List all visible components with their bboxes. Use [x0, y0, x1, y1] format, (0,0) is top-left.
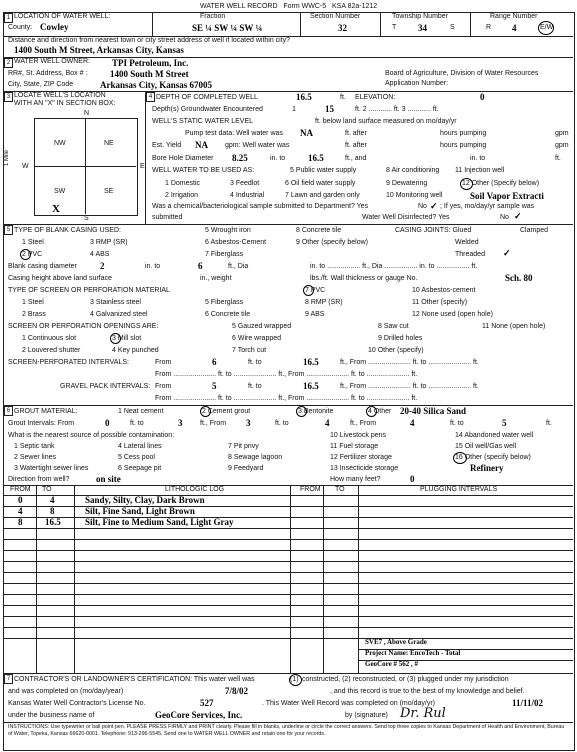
open-2[interactable]: 2 Louvered shutter [22, 347, 81, 354]
screen-1[interactable]: 1 Steel [22, 299, 44, 306]
screen-7[interactable]: 7 PVC [305, 287, 326, 294]
open-4[interactable]: 4 Key punched [112, 347, 159, 354]
use-4[interactable]: 4 Industrial [230, 192, 265, 199]
township-s: S [450, 24, 455, 31]
record-date-value[interactable]: 11/11/02 [512, 698, 544, 708]
pump-gpm: gpm [555, 130, 569, 137]
log-row-1-to[interactable]: 4 [50, 495, 55, 505]
gw2-num: 2 [362, 106, 367, 113]
groundwater-label: Depth(s) Groundwater Encountered [152, 106, 263, 113]
record-date-label: . This Water Well Record was completed on (mo/day/yr) [262, 700, 435, 707]
business-label: under the business name of [8, 712, 95, 719]
locate-heading-2: WITH AN "X" IN SECTION BOX: [14, 100, 116, 107]
contam-11[interactable]: 11 Fuel storage [330, 443, 379, 450]
south-label: S [84, 215, 89, 222]
bore-and: ft., and [345, 155, 367, 162]
township-label: Township Number [392, 13, 449, 20]
joints-clamped[interactable]: Clamped [520, 227, 549, 234]
contam-1[interactable]: 1 Septic tank [14, 443, 55, 450]
casing-6[interactable]: 6 Asbestos-Cement [205, 239, 267, 246]
township-t: T [392, 24, 397, 31]
ew-circle [538, 21, 554, 35]
use-6[interactable]: 6 Oil field water supply [285, 180, 356, 187]
height-label: Casing height above land surface [8, 275, 112, 282]
elevation-label: ELEVATION: [355, 94, 396, 101]
note-sve7[interactable]: SVE7 , Above Grade [365, 638, 427, 646]
direction-label: Direction from well? [8, 476, 70, 483]
pump-value[interactable]: NA [300, 128, 313, 138]
signature-value[interactable]: Dr. Rul [400, 706, 446, 721]
locate-heading: LOCATE WELL'S LOCATION [14, 92, 106, 99]
chem-no-check: ✓ [430, 201, 438, 211]
grid-se: SE [104, 188, 114, 195]
bore-to-value[interactable]: 16.5 [308, 153, 324, 163]
yield-value[interactable]: NA [195, 140, 208, 150]
open-3-circle [110, 333, 121, 344]
gi2-to[interactable]: 4 [325, 418, 330, 428]
grid-nw: NW [54, 140, 66, 147]
section-5-number: 5 [4, 225, 13, 235]
screen-5[interactable]: 5 Fiberglass [205, 299, 244, 306]
section-label: Section Number [310, 13, 361, 20]
contam-13[interactable]: 13 Insecticide storage [330, 465, 399, 472]
use-12[interactable]: 12 Other (Specify below) [462, 180, 540, 187]
depth-ft: ft. [340, 94, 346, 101]
business-value[interactable]: GeoCore Services, Inc. [155, 710, 243, 720]
grout-1[interactable]: 1 Neat cement [118, 408, 164, 415]
screen-2[interactable]: 2 Brass [22, 311, 46, 318]
gw3-num: 3 [401, 106, 406, 113]
bore-value[interactable]: 8.25 [232, 153, 248, 163]
contam-15[interactable]: 15 Oil well/Gas well [455, 443, 517, 450]
gw1-value[interactable]: 15 [325, 104, 334, 114]
log-row-1-from[interactable]: 0 [18, 495, 23, 505]
contam-3[interactable]: 3 Watertight sewer lines [14, 465, 89, 472]
fraction-label: Fraction [200, 13, 226, 20]
open-3[interactable]: 3 Mill slot [112, 335, 142, 342]
cert-line-1: CONTRACTOR'S OR LANDOWNER'S CERTIFICATION: This water well was [14, 676, 255, 683]
contamination-label: What is the nearest source of possible contamination: [8, 432, 175, 439]
range-r: R [486, 24, 492, 31]
height-lbs: lbs./ft. Wall thickness or gauge No. [310, 275, 418, 282]
use-label: WELL WATER TO BE USED AS: [152, 167, 255, 174]
cert-option-1[interactable]: (1) [290, 676, 299, 683]
township-value[interactable]: 34 [418, 23, 427, 33]
log-row-2-desc[interactable]: Silt, Fine Sand, Light Brown [85, 506, 195, 516]
casing-1[interactable]: 1 Steel [22, 239, 44, 246]
county-label: County: [8, 24, 33, 31]
elevation-value[interactable]: 0 [480, 92, 485, 102]
section-2-number: 2 [4, 58, 13, 68]
range-value[interactable]: 4 [512, 23, 517, 33]
section-3-number: 3 [4, 92, 13, 102]
use-2[interactable]: 2 Irrigation [165, 192, 199, 199]
sp-from-value[interactable]: 6 [212, 357, 217, 367]
use-3[interactable]: 3 Feedlot [230, 180, 260, 187]
screen-4[interactable]: 4 Galvanized steel [90, 311, 148, 318]
distance-value[interactable]: 1400 South M Street, Arkansas City, Kansas [14, 45, 184, 55]
open-7[interactable]: 7 Torch cut [232, 347, 267, 354]
submitted-label: submitted [152, 214, 183, 221]
open-5[interactable]: 5 Gauzed wrapped [232, 323, 292, 330]
static-rest: ft. below land surface measured on mo/day/yr [315, 118, 457, 125]
gi3-from[interactable]: 4 [410, 418, 415, 428]
static-label: WELL'S STATIC WATER LEVEL [152, 118, 254, 125]
screen-6[interactable]: 6 Concrete tile [205, 311, 251, 318]
address-value[interactable]: 1400 South M Street [110, 69, 189, 79]
casing-2[interactable]: 2 PVC [22, 251, 43, 258]
owner-value[interactable]: TPI Petroleum, Inc. [112, 58, 189, 68]
use-8[interactable]: 8 Air conditioning [386, 167, 440, 174]
grout-intervals-label: Grout Intervals: From [8, 420, 75, 427]
how-many-value[interactable]: 0 [410, 474, 415, 484]
range-label: Range Number [490, 13, 538, 20]
rr-label: RR#, St. Address, Box # : [8, 70, 88, 77]
joints-threaded[interactable]: Threaded [455, 251, 485, 258]
screen-12[interactable]: 12 None used (open hole) [412, 311, 493, 318]
contam-other-value[interactable]: Refinery [470, 463, 504, 473]
chem-no[interactable]: No [418, 203, 427, 210]
pump-after: ft. after [345, 130, 367, 137]
contam-6[interactable]: 6 Seepage pit [118, 465, 162, 472]
casing-9[interactable]: 9 Other (specify below) [296, 239, 368, 246]
casing-2-circle [20, 249, 31, 260]
grout-4[interactable]: 4 Other [368, 408, 392, 415]
yield-label: Est. Yield [152, 142, 182, 149]
contam-14[interactable]: 14 Abandoned water well [455, 432, 534, 439]
west-label: W [22, 163, 29, 170]
diameter-value[interactable]: 2 [100, 261, 105, 271]
casing-3[interactable]: 3 RMP (SR) [90, 239, 128, 246]
owner-heading: WATER WELL OWNER: [14, 58, 90, 65]
gw1-num: 1 [292, 106, 296, 113]
disinfected-label: Water Well Disinfected? Yes [362, 214, 450, 221]
gp-to-value[interactable]: 16.5 [303, 381, 319, 391]
screen-9[interactable]: 9 ABS [305, 311, 325, 318]
use-9[interactable]: 9 Dewatering [386, 180, 428, 187]
screen-10[interactable]: 10 Asbestos-cement [412, 287, 476, 294]
log-row-3-from[interactable]: 8 [18, 517, 23, 527]
gravel-label: GRAVEL PACK INTERVALS: [60, 383, 151, 390]
use-10[interactable]: 10 Monitoring well [386, 192, 443, 199]
city-value[interactable]: Arkansas City, Kansas 67005 [100, 80, 213, 90]
section-1-number: 1 [4, 13, 13, 23]
openings-label: SCREEN OR PERFORATION OPENINGS ARE: [8, 323, 159, 330]
county-value[interactable]: Cowley [40, 22, 69, 32]
diameter-in-to: in. to [145, 263, 161, 270]
disinfected-no[interactable]: No [500, 214, 509, 221]
cert-line-2: and was completed on (mo/day/year) [8, 688, 124, 695]
location-heading: LOCATION OF WATER WELL: [14, 13, 111, 20]
license-label: Kansas Water Well Contractor's License No. [8, 700, 146, 707]
casing-5[interactable]: 5 Wrought iron [205, 227, 251, 234]
casing-8[interactable]: 8 Concrete tile [296, 227, 342, 234]
open-10[interactable]: 10 Other (specify) [368, 347, 424, 354]
grout-3-circle [296, 406, 307, 417]
grout-label: GROUT MATERIAL: [14, 408, 78, 415]
north-label: N [84, 110, 90, 117]
log-row-3-desc[interactable]: Silt, Fine to Medium Sand, Light Gray [85, 517, 234, 527]
contam-2[interactable]: 2 Sewer lines [14, 454, 57, 461]
plug-to-header: TO [335, 486, 345, 493]
mile-label: 1 Mile [4, 150, 10, 167]
diameter-to-value[interactable]: 6 [198, 261, 203, 271]
form-title: WATER WELL RECORD Form WWC-5 KSA 82a-1212 [200, 3, 378, 10]
contam-16-circle [453, 452, 467, 464]
log-row-3-to[interactable]: 16.5 [45, 517, 61, 527]
app-no-label: Application Number: [385, 80, 449, 87]
gp-from-value[interactable]: 5 [212, 381, 217, 391]
grid-sw: SW [54, 188, 66, 195]
log-row-2-to[interactable]: 8 [50, 506, 55, 516]
joints-label: CASING JOINTS: Glued [395, 227, 472, 234]
other-use-value[interactable]: Soil Vapor Extracti [470, 191, 544, 201]
log-row-2-from[interactable]: 4 [18, 506, 23, 516]
log-from-header: FROM [10, 486, 31, 493]
yield-gpm: gpm: Well water was [225, 142, 290, 149]
depth-value[interactable]: 16.5 [296, 92, 312, 102]
use-12-circle [460, 178, 473, 190]
gi3-to[interactable]: 5 [502, 418, 507, 428]
screen-intervals-label: SCREEN-PERFORATED INTERVALS: [8, 359, 129, 366]
diameter-label: Blank casing diameter [8, 263, 77, 270]
grout-2-circle [200, 406, 211, 417]
screen-11[interactable]: 11 Other (specify) [412, 299, 468, 306]
bore-label: Bore Hole Diameter [152, 155, 214, 162]
gi2-from[interactable]: 3 [246, 418, 251, 428]
log-to-header: TO [42, 486, 52, 493]
gauge-value[interactable]: Sch. 80 [505, 273, 533, 283]
bore-in-to-2: in. to [470, 155, 486, 162]
cert-option-circle [289, 674, 302, 686]
note-geocore[interactable]: GeoCore # 562 , # [365, 660, 418, 668]
open-1[interactable]: 1 Continuous slot [22, 335, 77, 342]
location-x-mark: X [52, 203, 60, 215]
sp-to-label: ft. to [248, 359, 262, 366]
grout-2[interactable]: 2 Cement grout [202, 408, 251, 415]
screen-8[interactable]: 8 RMP (SR) [305, 299, 343, 306]
gi1-from[interactable]: 0 [105, 418, 110, 428]
screen-7-circle [303, 285, 314, 296]
license-value[interactable]: 527 [200, 698, 214, 708]
plug-from-header: FROM [300, 486, 321, 493]
grout-4-circle [366, 406, 377, 417]
instructions-text: INSTRUCTIONS: Use typewriter or ball point pen. PLEASE PRESS FIRMLY and PRINT clearly. Please fill in blanks, underline or circle the correct answers. Send top three copies to Kansas Department of Health and Environment, Bureau of Water, Topeka, Kansas 66620-0001. Telephone: 913-296-5545. Send one to WATER WELL OWNER and retain one for your records. [8, 724, 565, 737]
pump-hours: hours pumping [440, 130, 487, 137]
use-11[interactable]: 11 Injection well [455, 167, 505, 174]
gi1-to[interactable]: 3 [178, 418, 183, 428]
contam-8[interactable]: 8 Sewage lagoon [228, 454, 283, 461]
plugging-header: PLUGGING INTERVALS [420, 486, 498, 493]
chem-rest: ; If yes, mo/day/yr sample was [440, 203, 535, 210]
casing-4[interactable]: 4 ABS [90, 251, 110, 258]
signature-label: by (signature) [345, 712, 388, 719]
grout-other-value[interactable]: 20-40 Silica Sand [400, 406, 467, 416]
contam-16[interactable]: 16 Other (specify below) [455, 454, 531, 461]
pump-label: Pump test data: Well water was [185, 130, 283, 137]
contam-9[interactable]: 9 Feedyard [228, 465, 264, 472]
log-row-1-desc[interactable]: Sandy, Silty, Clay, Dark Brown [85, 495, 205, 505]
casing-label: TYPE OF BLANK CASING USED: [14, 227, 121, 234]
contam-10[interactable]: 10 Livestock pens [330, 432, 387, 439]
direction-value[interactable]: on site [96, 474, 121, 484]
screen-label: TYPE OF SCREEN OR PERFORATION MATERIAL [8, 287, 170, 294]
diameter-dia: ft., Dia [228, 263, 249, 270]
east-label: E [140, 163, 145, 170]
use-1[interactable]: 1 Domestic [165, 180, 201, 187]
contam-4[interactable]: 4 Lateral lines [118, 443, 162, 450]
grid-ne: NE [104, 140, 114, 147]
range-ew[interactable]: E/W [540, 24, 554, 31]
sp-from-label: From [155, 359, 172, 366]
section-7-number: 7 [4, 674, 13, 684]
open-8[interactable]: 8 Saw cut [378, 323, 409, 330]
grout-3[interactable]: 3 Bentonite [298, 408, 334, 415]
disinfected-no-check: ✓ [514, 211, 522, 221]
note-project[interactable]: Project Name: EncoTech - Total [365, 649, 461, 657]
joints-welded[interactable]: Welded [455, 239, 479, 246]
open-11[interactable]: 11 None (open hole) [482, 323, 546, 330]
bore-in-to: in. to [270, 155, 286, 162]
lithologic-header: LITHOLOGIC LOG [165, 486, 225, 493]
casing-7[interactable]: 7 Fiberglass [205, 251, 244, 258]
depth-label: DEPTH OF COMPLETED WELL [156, 94, 258, 101]
distance-label: Distance and direction from nearest town or city street address of well if located within city? [8, 37, 291, 44]
open-9[interactable]: 9 Drilled holes [378, 335, 423, 342]
screen-3[interactable]: 3 Stainless steel [90, 299, 141, 306]
fraction-value[interactable]: SE ¼ SW ¼ SW ¼ [192, 23, 263, 33]
completion-date[interactable]: 7/8/02 [225, 686, 249, 696]
city-label: City, State, ZIP Code [8, 81, 74, 88]
chem-label: Was a chemical/bacteriological sample submitted to Department? Yes [152, 203, 369, 210]
cert-line-1b: constructed, (2) reconstructed, or (3) plugged under my jurisdiction [302, 676, 509, 683]
how-many-label: How many feet? [330, 476, 381, 483]
sp-to-value[interactable]: 16.5 [303, 357, 319, 367]
contam-5[interactable]: 5 Cess pool [118, 454, 155, 461]
open-6[interactable]: 6 Wire wrapped [232, 335, 282, 342]
use-7[interactable]: 7 Lawn and garden only [285, 192, 360, 199]
cert-line-2b: , and this record is true to the best of my knowledge and belief. [330, 688, 525, 695]
board-text: Board of Agriculture, Division of Water Resources [385, 70, 539, 77]
height-weight: in., weight [200, 275, 232, 282]
section-4-number: 4 [146, 92, 155, 102]
section-grid[interactable] [34, 118, 138, 216]
contam-12[interactable]: 12 Fertilizer storage [330, 454, 392, 461]
contam-7[interactable]: 7 Pit privy [228, 443, 259, 450]
use-5[interactable]: 5 Public water supply [290, 167, 357, 174]
section-value[interactable]: 32 [338, 23, 347, 33]
threaded-check: ✓ [503, 248, 511, 258]
section-6-number: 6 [4, 406, 13, 416]
